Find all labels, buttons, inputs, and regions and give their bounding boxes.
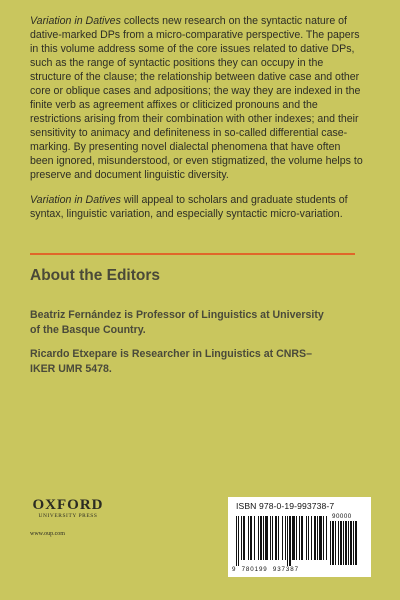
description-block: [30, 14, 365, 232]
description-paragraph-2-text: will appeal to scholars and graduate students of syntax, linguistic variation, and especially syntactic micro-variation.: [30, 194, 348, 220]
description-paragraph-1-text: collects new research on the syntactic nature of dative-marked DPs from a micro-comparative perspective. The papers in this volume address some of the core issues related to dative DPs, such as the range of syntactic positions they can occupy in the structure of the clause; the relationship between dative case and other core or oblique cases and adpositions; the way they are indexed in the finite verb as agreement affixes or cliticized pronouns and the restrictions arising from their combination with other indexes; and their sensitivity to animacy and definiteness in so-called differential case-marking. By presenting novel dialectal phenomena that have often been ignored, misunderstood, or even stigmatized, the volume helps to preserve and document linguistic diversity.: [30, 15, 363, 181]
addon-number: 90000: [332, 513, 352, 520]
book-title-italic: Variation in Datives: [30, 15, 121, 27]
isbn-barcode-box: [228, 497, 371, 577]
publisher-url: www.oup.com: [30, 531, 65, 537]
about-editors-heading: About the Editors: [30, 267, 161, 284]
addon-barcode-icon: [330, 521, 360, 566]
ean-barcode-icon: [236, 516, 328, 566]
barcode-digits: 9 780199 937387: [232, 566, 299, 573]
section-divider: [30, 253, 355, 255]
editor-1-bio: Beatriz Fernández is Professor of Linguistics at University of the Basque Country.: [30, 309, 324, 336]
publisher-imprint: UNIVERSITY PRESS: [38, 513, 98, 519]
description-paragraph-1: [30, 14, 365, 182]
publisher-logo: [30, 497, 106, 520]
editor-2-bio: Ricardo Etxepare is Researcher in Linguistics at CNRS–IKER UMR 5478.: [30, 348, 313, 375]
book-title-italic-2: Variation in Datives: [30, 194, 121, 206]
description-paragraph-2: [30, 193, 365, 221]
isbn-label: ISBN 978-0-19-993738-7: [236, 501, 335, 511]
publisher-name: OXFORD: [32, 497, 104, 513]
